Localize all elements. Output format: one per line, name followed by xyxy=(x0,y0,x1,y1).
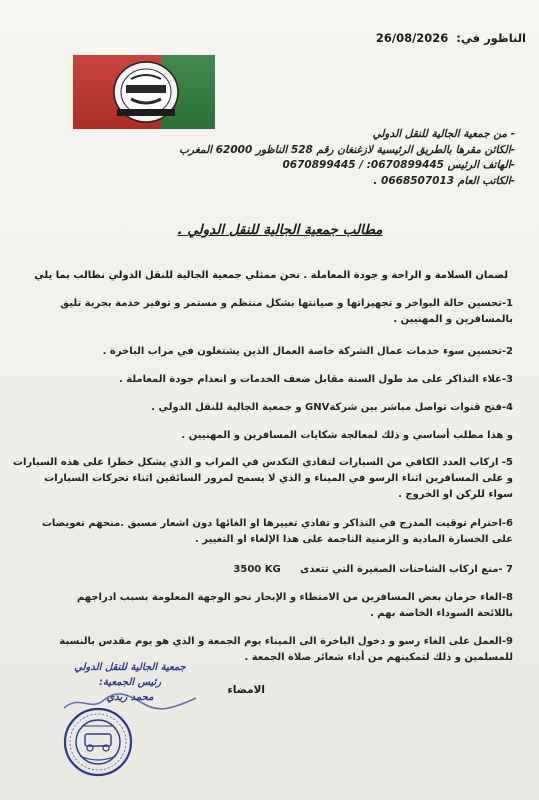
stamp-line: رئيس الجمعية: xyxy=(98,677,162,688)
demand-note xyxy=(55,428,513,444)
demand-item-7 xyxy=(55,562,513,578)
date-value: 26/08/2026 xyxy=(375,31,449,45)
demand-item-4 xyxy=(55,400,513,416)
stamp-line: محمد زيدي xyxy=(106,692,154,703)
demand-item-8 xyxy=(55,590,513,622)
demand-line: 3-غلاء التذاكر على مد طول السنة مقابل ضعف الخدمات و انعدام جودة المعاملة . xyxy=(119,374,513,385)
demand-item-3 xyxy=(55,372,513,388)
demand-line: سواء للركن او الخروج . xyxy=(398,489,513,500)
stamp-line: جمعية الجالية للنقل الدولي xyxy=(74,662,186,673)
association-logo-icon xyxy=(73,55,215,129)
sender-block xyxy=(179,127,515,189)
demand-line: على الخسارة المادية و الزمنية الناجمة على هذا الإلغاء او التغيير . xyxy=(195,534,513,545)
demand-line: 8-الغاء حرمان بعض المسافرين من الامتطاء و الإبحار نحو الوجهة المعلومة بسبب ادراجهم xyxy=(76,592,513,603)
demand-item-2 xyxy=(55,344,513,360)
demand-line: 6-احترام توقيت المدرج في التذاكر و تفادي تغييرها او الغائها دون اشعار مسبق .منحهم تعويضات xyxy=(41,518,513,529)
weight-limit: 3500 KG xyxy=(233,564,281,575)
demand-line: باللائحة السوداء الخاصة بهم . xyxy=(370,608,513,619)
demand-line: بالمسافرين و المهنيين . xyxy=(393,314,513,325)
date-label: الناظور في: xyxy=(456,31,526,45)
demand-line: 9-العمل على الغاء رسو و دخول الباخرة الى الميناء يوم الجمعة و الذي هو يوم مقدس بالنسبة xyxy=(59,636,513,647)
demand-line: 5- اركاب العدد الكافي من السيارات لتفادي التكدس في المراب و الذي يشكل خطرا على هذه السيارات xyxy=(12,457,513,468)
sender-line: -الكائن مقرها بالطريق الرئيسية لازغنغان رقم 528 الناظور 62000 المغرب xyxy=(179,143,515,156)
demand-item-6 xyxy=(41,516,513,548)
document-title: مطالب جمعية الجالية للنقل الدولي . xyxy=(177,222,383,238)
association-seal-icon xyxy=(62,706,134,778)
sender-line: -الكاتب العام 0668507013 . xyxy=(373,174,515,187)
demand-line: للمسلمين و ذلك لتمكينهم من أداء شعائر صلاة الجمعة . xyxy=(244,652,513,663)
sender-line: -الهاتف الرئيس 0670899445: / 0670899445 xyxy=(282,159,515,171)
demand-line: و على المسافرين اثناء الرسو في الميناء و الذي لا يسمح لمرور السائقين اثناء تحركات السيارات xyxy=(44,473,513,484)
demand-line: و هذا مطلب أساسي و ذلك لمعالجة شكايات المسافرين و المهنيين . xyxy=(181,430,513,441)
intro-paragraph: لضمان السلامة و الراحة و جودة المعاملة . نحن ممثلي جمعية الجالية للنقل الدولي نطالب بما يلي xyxy=(34,270,508,281)
signature-label: الامضاء xyxy=(227,684,265,696)
sender-line: - من جمعية الجالية للنقل الدولي xyxy=(372,128,515,140)
demand-line: 1-تحسين حالة البواخر و تجهيزاتها و صيانتها بشكل منتظم و مستمر و توفير خدمة بحرية تليق xyxy=(60,298,513,309)
document-date xyxy=(330,31,526,45)
demand-item-5 xyxy=(12,455,513,503)
demand-line: 4-فتح قنوات تواصل مباشر بين شركةGNV و جمعية الجالية للنقل الدولي . xyxy=(151,402,513,413)
demand-line: 2-تحسين سوء خدمات عمال الشركة خاصة العمال الذين يشتغلون في مراب الباخرة . xyxy=(102,346,513,357)
demand-line: 7 -منع اركاب الشاحنات الصغيرة التي تتعدى xyxy=(300,564,513,575)
demand-item-1 xyxy=(55,296,513,328)
